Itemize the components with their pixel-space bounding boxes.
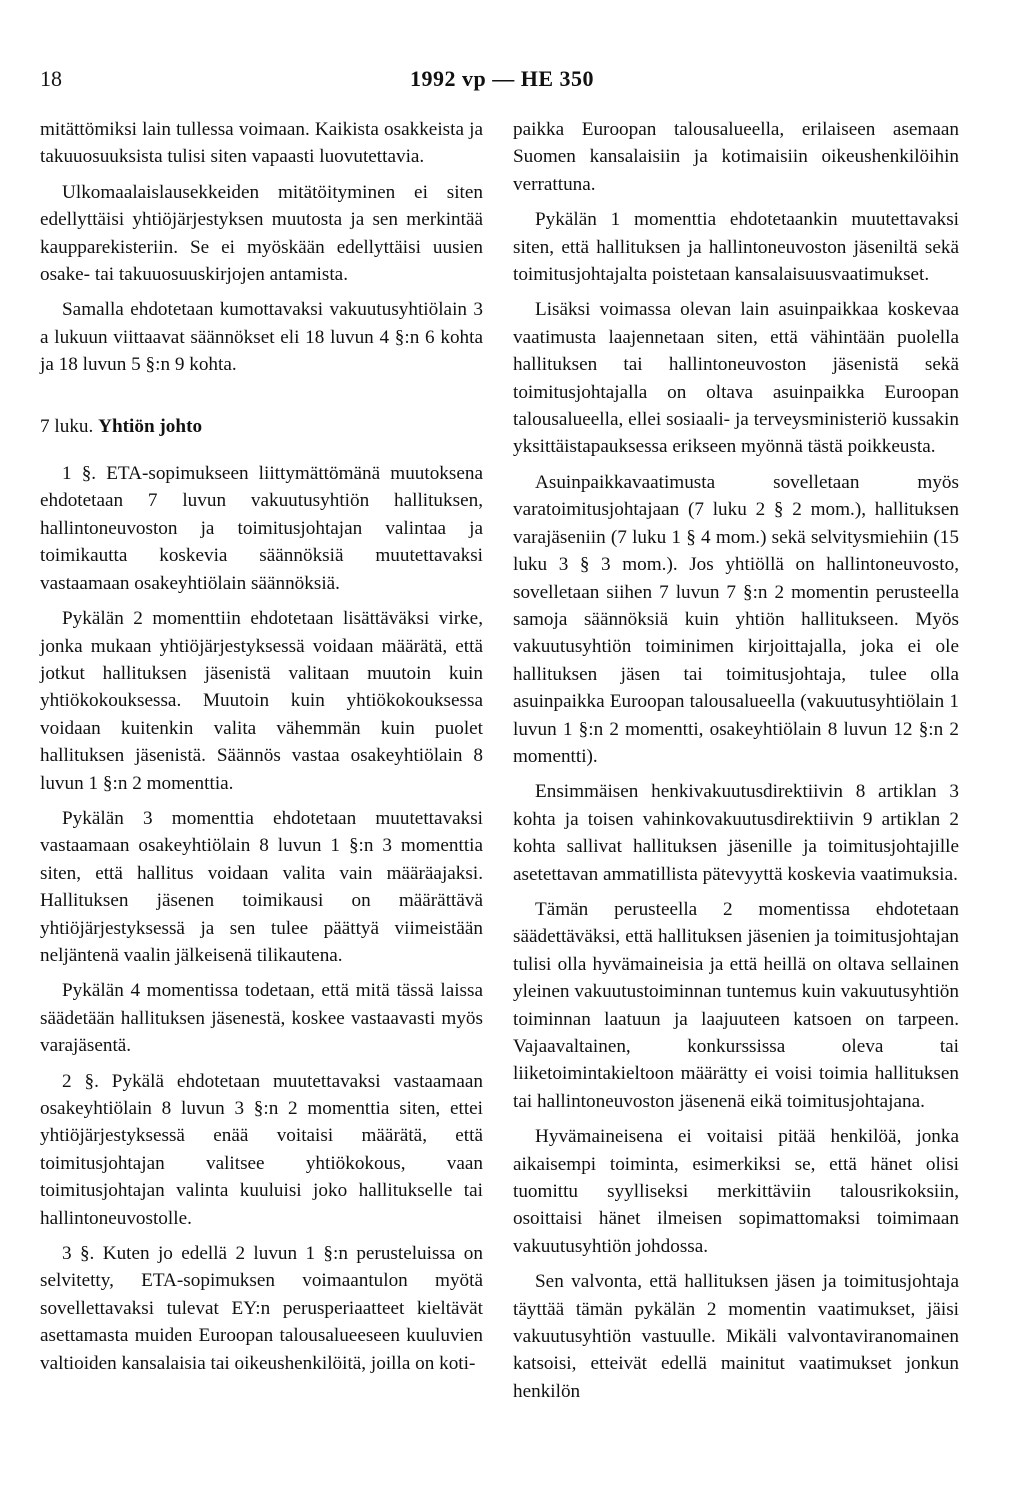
paragraph: Sen valvonta, että hallituksen jäsen ja toimitusjohtaja täyttää tämän pykälän 2 momentin vaatimukset, jäisi vakuutusyhtiön vastuulle. Mikäli valvontaviranomainen katsoisi, etteivät edellä mainitut vaatimukset jonkun henkilön (513, 1271, 959, 1402)
paragraph: Ensimmäisen henkivakuutusdirektiivin 8 artiklan 3 kohta ja toisen vahinkovakuutusdirektiivin 9 artiklan 2 kohta sallivat hallituksen jäsenille ja toimitusjohtajille asetettavan ammatillista pätevyyttä koskevia vaatimuksia. (513, 781, 959, 885)
paragraph: 3 §. Kuten jo edellä 2 luvun 1 §:n perusteluissa on selvitetty, ETA-sopimuksen voimaantulon myötä sovellettavaksi tulevat EY:n perusperiaatteet kieltävät asettamasta muiden Euroopan talousalueeseen kuuluvien valtioiden kansalaisia tai oikeushenkilöitä, joilla on koti- (40, 1243, 483, 1374)
paragraph: Pykälän 3 momenttia ehdotetaan muutettavaksi vastaamaan osakeyhtiölain 8 luvun 1 §:n 3 momenttia siten, että hallitus voidaan valita vain määräajaksi. Hallituksen jäsenen toimikausi on määrättävä yhtiöjärjestyksessä ja sen tulee päättyä viimeistään neljäntenä vaalin jälkeisenä tilikautena. (40, 807, 483, 966)
running-title: 1992 vp — HE 350 (410, 66, 595, 91)
paragraph: Asuinpaikkavaatimusta sovelletaan myös varatoimitusjohtajaan (7 luku 2 § 2 mom.), hallituksen varajäseniin (7 luku 1 § 4 mom.) sekä selvitysmiehiin (15 luku 3 § 3 mom.). Jos yhtiöllä on hallintoneuvosto, sovelletaan siihen 7 luvun 7 §:n 2 momentin perusteella samoja säännöksiä kuin yhtiön hallitukseen. Myös vakuutusyhtiön toiminimen kirjoittajalla, joka ei ole hallituksen jäsen tai toimitusjohtaja, tulee olla asuinpaikka Euroopan talousalueella (vakuutusyhtiölain 1 luvun 1 §:n 2 momentti, osakeyhtiölain 8 luvun 12 §:n 2 momentti). (513, 471, 959, 767)
paragraph: Samalla ehdotetaan kumottavaksi vakuutusyhtiölain 3 a lukuun viittaavat säännökset eli 18 luvun 4 §:n 6 kohta ja 18 luvun 5 §:n 9 kohta. (40, 299, 483, 376)
paragraph: paikka Euroopan talousalueella, erilaiseen asemaan Suomen kansalaisiin ja kotimaisiin oikeushenkilöihin verrattuna. (513, 119, 959, 195)
paragraph: 1 §. ETA-sopimukseen liittymättömänä muutoksena ehdotetaan 7 luvun vakuutusyhtiön hallituksen, hallintoneuvoston ja toimitusjohtajan valintaa ja toimikautta koskevia säännöksiä muutettavaksi vastaamaan osakeyhtiölain säännöksiä. (40, 463, 483, 594)
paragraph: 2 §. Pykälä ehdotetaan muutettavaksi vastaamaan osakeyhtiölain 8 luvun 3 §:n 2 momenttia siten, ettei yhtiöjärjestyksessä enää voitaisi määrätä, että toimitusjohtajan valitsee yhtiökokous, vaan toimitusjohtajan valinta kuuluisi joko hallitukselle tai hallintoneuvostolle. (40, 1070, 483, 1229)
page-number: 18 (40, 66, 62, 91)
paragraph: Hyvämaineisena ei voitaisi pitää henkilöä, jonka aikaisempi toiminta, esimerkiksi se, että hänet olisi tuomittu syylliseksi merkittäviin talousrikoksiin, osoittaisi hänet ilmeisen sopimattomaksi toimimaan vakuutusyhtiön johdossa. (513, 1126, 959, 1257)
paragraph: Pykälän 2 momenttiin ehdotetaan lisättäväksi virke, jonka mukaan yhtiöjärjestyksessä voidaan määrätä, että jotkut hallituksen jäsenistä valitaan muutoin kuin yhtiökokouksessa. Muutoin kuin yhtiökokouksessa voidaan kuitenkin valita vähemmän kuin puolet hallituksen jäsenistä. Säännös vastaa osakeyhtiölain 8 luvun 1 §:n 2 momenttia. (40, 608, 483, 794)
paragraph: Ulkomaalaislausekkeiden mitätöityminen ei siten edellyttäisi yhtiöjärjestyksen muutosta ja sen merkintää kaupparekisteriin. Se ei myöskään edellyttäisi uusien osake- tai takuuosuuskirjojen antamista. (40, 181, 483, 286)
page-header (40, 66, 984, 96)
chapter-heading (40, 413, 483, 440)
left-column (40, 116, 483, 1385)
paragraph: Tämän perusteella 2 momentissa ehdotetaan säädettäväksi, että hallituksen jäsenien ja toimitusjohtajan tulisi olla hyvämaineisia ja että heillä on oltava sellainen yleinen vakuutustoiminnan tuntemus kuin vakuutusyhtiön toiminnan laatuun ja laajuuteen katsoen on tarpeen. Vajaavaltainen, konkurssissa oleva tai liiketoimintakieltoon määrätty ei voisi toimia hallituksen tai hallintoneuvoston jäsenenä eikä toimitusjohtajana. (513, 898, 959, 1112)
chapter-title: Yhtiön johto (98, 415, 203, 437)
paragraph: mitättömiksi lain tullessa voimaan. Kaikista osakkeista ja takuuosuuksista tulisi siten vapaasti luovutettavia. (40, 119, 483, 168)
right-column (513, 116, 959, 1413)
paragraph: Pykälän 1 momenttia ehdotetaankin muutettavaksi siten, että hallituksen ja hallintoneuvoston jäseniltä sekä toimitusjohtajalta poistetaan kansalaisuusvaatimukset. (513, 209, 959, 286)
paragraph: Lisäksi voimassa olevan lain asuinpaikkaa koskevaa vaatimusta laajennetaan siten, että vähintään puolella hallituksen tai hallintoneuvoston jäsenistä sekä toimitusjohtajalla on oltava asuinpaikka Euroopan talousalueella, ellei sosiaali- ja terveysministeriö kussakin yksittäistapauksessa erikseen myönnä tästä poikkeusta. (513, 299, 959, 458)
paragraph: Pykälän 4 momentissa todetaan, että mitä tässä laissa säädetään hallituksen jäsenestä, koskee vastaavasti myös varajäsentä. (40, 980, 483, 1057)
chapter-number: 7 luku. (40, 415, 94, 437)
